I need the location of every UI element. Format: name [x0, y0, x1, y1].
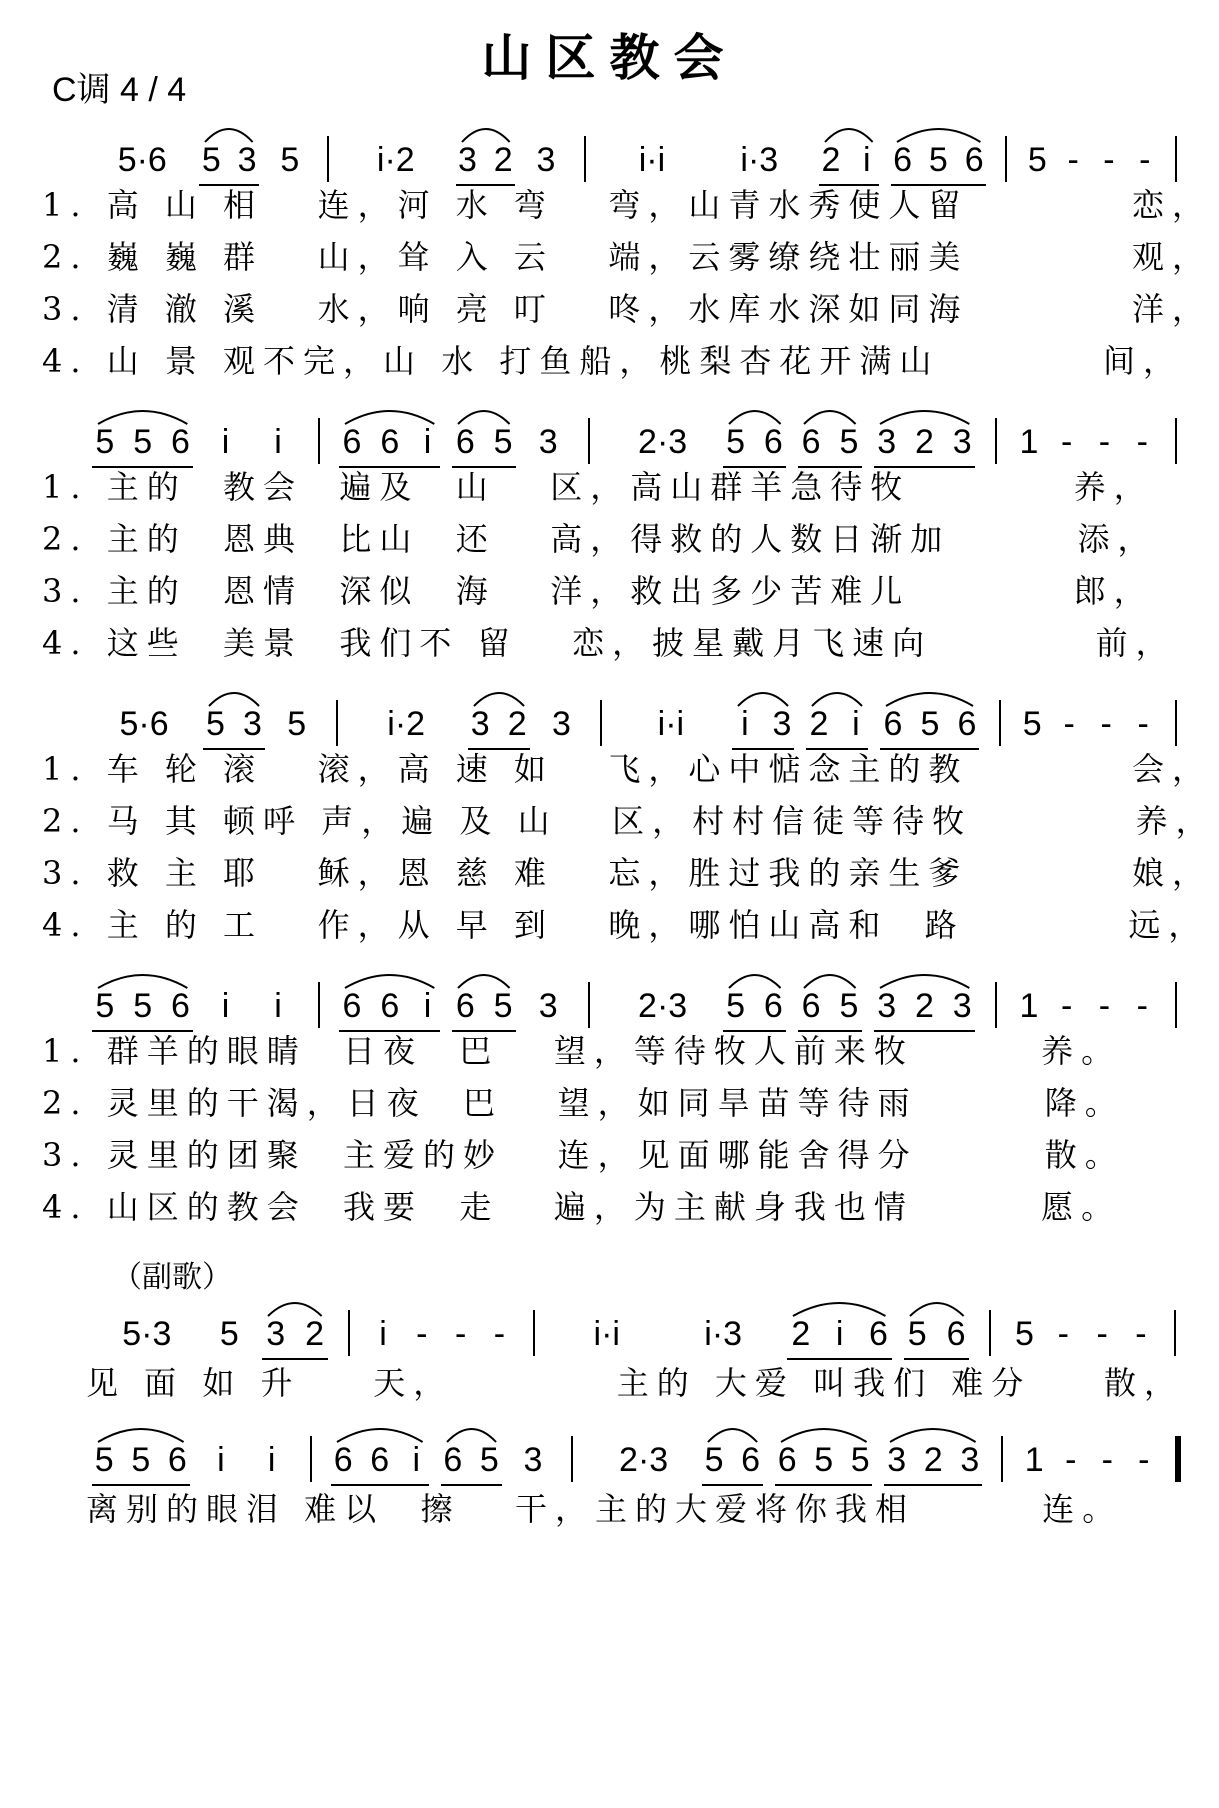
note: 5 [133, 423, 153, 461]
note: - [1138, 1441, 1150, 1479]
lyric-line: 2. 马 其 顿呼 声，遍 及 山 区，村村信徒等待牧 养， [42, 802, 1216, 840]
note: 6 [443, 1441, 463, 1479]
note: i·i [657, 705, 685, 743]
note: 6 [893, 141, 912, 179]
note: - [1063, 705, 1075, 743]
note: 5 [814, 1441, 834, 1479]
lyric-line: 2. 灵里的干渴，日夜 巴 望，如同旱苗等待雨 降。 [42, 1084, 1125, 1122]
note: - [416, 1315, 428, 1353]
note: - [1137, 705, 1149, 743]
slur-arc [884, 686, 975, 708]
note: - [1101, 1441, 1113, 1479]
note: i [852, 705, 860, 743]
note: 2 [915, 987, 934, 1025]
note: i [267, 1441, 276, 1479]
slur-arc [802, 968, 858, 990]
note: 5 [850, 1441, 870, 1479]
note: 1 [1019, 423, 1039, 461]
slur-arc [802, 404, 858, 426]
note: - [1136, 423, 1148, 461]
note: 6 [342, 423, 362, 461]
note: 6 [883, 705, 903, 743]
barline [1001, 1436, 1003, 1482]
note: 5 [287, 705, 307, 743]
slur-arc [460, 122, 512, 144]
note: - [1096, 1315, 1108, 1353]
note: 3 [952, 987, 972, 1025]
lyric-line: 2. 主的 恩典 比山 还 高，得救的人数日渐加 添， [42, 520, 1158, 558]
slur-arc [343, 404, 436, 426]
lyric-line: 见 面 如 升 天， 主的 大爱 叫我们 难分 散， [86, 1364, 1184, 1402]
barline [310, 1436, 312, 1482]
note: 5 [839, 423, 859, 461]
note: 6 [946, 1315, 966, 1353]
note: 5 [95, 423, 115, 461]
note: 3 [266, 1315, 286, 1353]
note: 3 [538, 987, 558, 1025]
slur-arc [727, 404, 783, 426]
lyric-line: 离别的眼泪 难以 擦 干，主的大爱将你我相 连。 [86, 1490, 1123, 1528]
note: - [1061, 423, 1073, 461]
note: 6 [868, 1315, 888, 1353]
key-signature: C调 4 / 4 [52, 71, 187, 109]
slur-arc [823, 122, 875, 144]
note: - [1136, 987, 1148, 1025]
note: 3 [243, 705, 262, 743]
lyric-line: 3. 主的 恩情 深似 海 洋，救出多少苦难儿 郎， [42, 572, 1154, 610]
slur-arc [888, 1422, 978, 1444]
note: 6 [380, 423, 400, 461]
note: - [1057, 1315, 1069, 1353]
note: i [423, 987, 432, 1025]
lyric-line: 3. 灵里的团聚 主爱的妙 连，见面哪能舍得分 散。 [42, 1136, 1125, 1174]
note: 5 [95, 987, 115, 1025]
slur-arc [810, 686, 864, 708]
slur-arc [791, 1296, 887, 1318]
note: i [217, 1441, 225, 1479]
note: 3 [877, 987, 897, 1025]
lyric-line: 2. 巍 巍 群 山，耸 入 云 端，云雾缭绕壮丽美 观， [42, 238, 1212, 276]
note: 3 [237, 141, 257, 179]
note: 5·6 [117, 141, 167, 179]
slur-arc [207, 686, 261, 708]
note: 5 [907, 1315, 927, 1353]
note: 5 [920, 705, 940, 743]
note: 5 [131, 1441, 151, 1479]
lyric-line: 3. 救 主 耶 稣，恩 慈 难 忘，胜过我的亲生爹 娘， [42, 854, 1212, 892]
note: 6 [333, 1441, 353, 1479]
barline [1175, 982, 1177, 1028]
note: i [379, 1315, 387, 1353]
note: 2 [493, 141, 513, 179]
lyric-line: 1. 车 轮 滚 滚，高 速 如 飞，心中惦念主的教 会， [42, 750, 1212, 788]
slur-arc [878, 968, 971, 990]
note: 3 [523, 1441, 543, 1479]
note: i [274, 423, 282, 461]
note: - [454, 1315, 467, 1353]
note: 2 [821, 141, 841, 179]
lyric-line: 4. 山区的教会 我要 走 遍，为主献身我也情 愿。 [42, 1188, 1122, 1226]
note: 3 [551, 705, 571, 743]
note: 3 [772, 705, 792, 743]
note: 2 [923, 1441, 943, 1479]
slur-arc [96, 968, 189, 990]
note: i [412, 1441, 421, 1479]
barline [348, 1310, 350, 1356]
note: 2 [915, 423, 934, 461]
note: 2 [305, 1315, 325, 1353]
chorus-label: （副歌） [112, 1260, 232, 1295]
note: 6 [167, 1441, 187, 1479]
barline [1174, 1310, 1176, 1356]
note: 5 [479, 1441, 499, 1479]
note: 6 [455, 423, 475, 461]
note: - [1065, 1441, 1077, 1479]
note: 6 [763, 987, 783, 1025]
lyric-line: 1. 高 山 相 连，河 水 弯 弯，山青水秀使人留 恋， [42, 186, 1212, 224]
lyric-line: 4. 主 的 工 作，从 早 到 晚，哪怕山高和 路 远， [42, 906, 1209, 944]
slur-arc [736, 686, 790, 708]
slur-arc [456, 404, 512, 426]
barline [989, 1310, 991, 1356]
note: 3 [877, 423, 897, 461]
note: 6 [370, 1441, 390, 1479]
note: 6 [763, 423, 783, 461]
slur-arc [343, 968, 436, 990]
note: 2·3 [619, 1441, 669, 1479]
note: 2·3 [638, 423, 688, 461]
note: i·3 [740, 141, 779, 179]
note: i [274, 987, 282, 1025]
note: 6 [170, 987, 190, 1025]
note: - [493, 1315, 506, 1353]
slur-arc [706, 1422, 759, 1444]
note: 2 [791, 1315, 811, 1353]
note: 5 [493, 423, 513, 461]
note: - [1061, 987, 1073, 1025]
note: 5 [726, 423, 746, 461]
note: 3 [457, 141, 477, 179]
slur-arc [878, 404, 971, 426]
note: 6 [342, 987, 362, 1025]
note: 6 [801, 987, 821, 1025]
note: 3 [536, 141, 556, 179]
note: 6 [777, 1441, 797, 1479]
slur-arc [727, 968, 783, 990]
note: 2 [809, 705, 829, 743]
note: 5 [201, 141, 221, 179]
note: 5 [206, 705, 225, 743]
note: - [1139, 141, 1151, 179]
note: 6 [380, 987, 400, 1025]
slur-arc [895, 122, 982, 144]
note: - [1067, 141, 1079, 179]
note: - [1103, 141, 1115, 179]
note: 6 [957, 705, 977, 743]
note: 5 [726, 987, 746, 1025]
lyric-line: 1. 主的 教会 遍及 山 区，高山群羊急待牧 养， [42, 468, 1154, 506]
note: - [1098, 987, 1111, 1025]
slur-arc [908, 1296, 966, 1318]
note: 3 [470, 705, 490, 743]
lyric-line: 1. 群羊的眼睛 日夜 巴 望，等待牧人前来牧 养。 [42, 1032, 1122, 1070]
slur-arc [335, 1422, 425, 1444]
note: - [1098, 423, 1111, 461]
note: - [1100, 705, 1112, 743]
note: 6 [170, 423, 190, 461]
note: 5·6 [119, 705, 169, 743]
slur-arc [96, 404, 189, 426]
note: i [741, 705, 749, 743]
lyric-line: 3. 清 澈 溪 水，响 亮 叮 咚，水库水深如同海 洋， [42, 290, 1212, 328]
note: i [221, 987, 230, 1025]
note: 3 [960, 1441, 980, 1479]
note: 5 [1022, 705, 1042, 743]
note: 5 [493, 987, 513, 1025]
slur-arc [203, 122, 255, 144]
note: 5 [1015, 1315, 1034, 1353]
note: 5 [928, 141, 948, 179]
slur-arc [96, 1422, 186, 1444]
note: i·i [593, 1315, 620, 1353]
note: i [221, 423, 230, 461]
slur-arc [472, 686, 526, 708]
song-title: 山区教会 [481, 29, 738, 87]
note: i·i [638, 141, 666, 179]
note: i [423, 423, 432, 461]
note: i·3 [704, 1315, 743, 1353]
note: i [862, 141, 871, 179]
barline [1175, 418, 1177, 464]
note: 6 [801, 423, 821, 461]
note: 6 [964, 141, 984, 179]
barline [571, 1436, 573, 1482]
note: 2 [507, 705, 527, 743]
note: i·2 [387, 705, 426, 743]
note: 1 [1019, 987, 1039, 1025]
note: 5 [280, 141, 300, 179]
final-barline [1175, 1436, 1181, 1482]
note: i [835, 1315, 844, 1353]
note: 1 [1024, 1441, 1044, 1479]
note: 5 [133, 987, 153, 1025]
lyric-line: 4. 这些 美景 我们不 留 恋，披星戴月飞速向 前， [42, 624, 1176, 662]
note: 5·3 [122, 1315, 172, 1353]
slur-arc [456, 968, 512, 990]
note: i·2 [376, 141, 415, 179]
note: 5 [219, 1315, 239, 1353]
lyric-line: 4. 山 景 观不完，山 水 打鱼船，桃梨杏花开满山 间， [42, 342, 1183, 380]
note: 5 [1027, 141, 1047, 179]
note: 5 [94, 1441, 114, 1479]
note: 3 [952, 423, 972, 461]
note: 6 [741, 1441, 761, 1479]
slur-arc [266, 1296, 324, 1318]
note: - [1135, 1315, 1147, 1353]
note: 3 [538, 423, 558, 461]
note: 5 [839, 987, 859, 1025]
note: 5 [704, 1441, 724, 1479]
barline [533, 1310, 535, 1356]
note: 6 [455, 987, 475, 1025]
slur-arc [445, 1422, 498, 1444]
slur-arc [779, 1422, 869, 1444]
note: 2·3 [638, 987, 688, 1025]
note: 3 [887, 1441, 907, 1479]
